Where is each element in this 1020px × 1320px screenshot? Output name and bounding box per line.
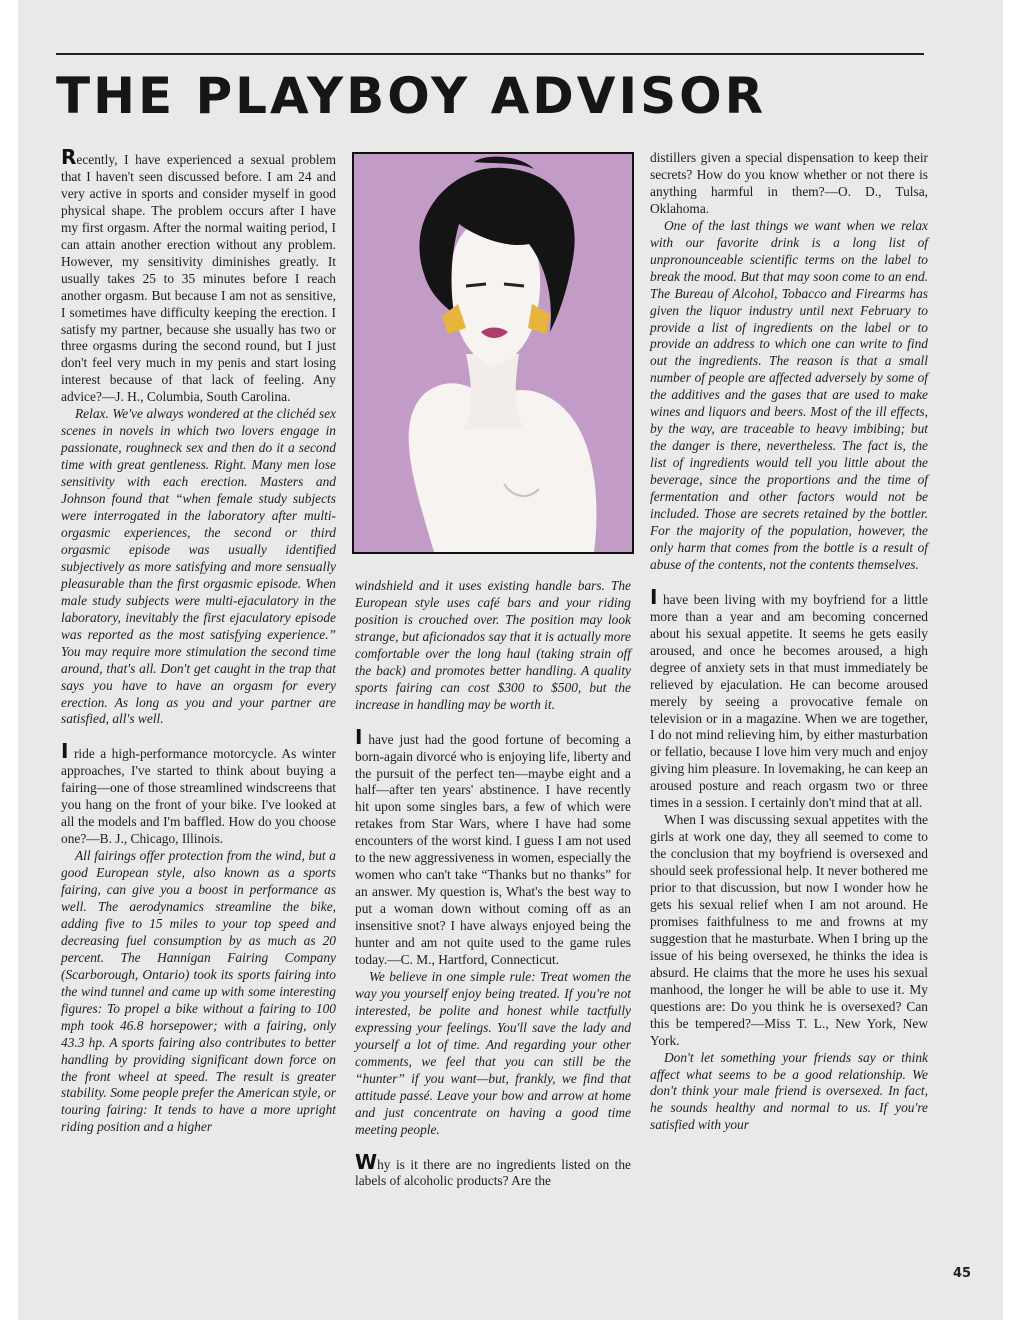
- portrait-svg: [354, 154, 632, 552]
- answer-4: One of the last things we want when we relax with our favorite drink is a long list of unpronounceable scientific terms on the label to break the mood. But that may soon come to an end. The Bureau of Alcohol, Tobacco and Firearms has given the liquor industry until next February to provide a list of ingredients on the label or to provide an address to which one can write to find out the ingredients. The reason is that a small number of people are affected adversely by some of the additives and the gases that are used to make wines and liquors and beers. Most of the ill effects, by the way, are traceable to heavy imbibing; but the danger is there, nevertheless. The fact is, the list of ingredients would tell you little about the beverage, since the proportions and the time of fermentation and other factors would not be included. Those are secrets retained by the bottler. For the majority of the population, however, the only harm that comes from the bottle is a result of abuse of the contents, not the contents themselves.: [650, 217, 928, 572]
- drop-cap: W: [355, 1149, 378, 1174]
- woman-portrait-illustration: [352, 152, 634, 554]
- column-1: [61, 145, 336, 1136]
- answer-2: All fairings offer protection from the wind, but a good European style, also known as a sports fairing, can give you a boost in performance as well. The aerodynamics streamline the bike, adding five to 15 miles to your top speed and decreasing fuel consumption by as much as 20 percent. The Hannigan Fairing Company (Scarborough, Ontario) took its sports fairing into the wind tunnel and came up with some interesting figures: To propel a bike without a fairing to 100 mph took 46.8 horsepower; with a fairing, only 43.3 hp. A sports fairing also contributes to better handling by providing significant down force on the front wheel at speed. The result is greater stability. Some people prefer the American style, or touring fairing: It tends to have a more upright riding position and a higher: [61, 848, 336, 1135]
- drop-cap: I: [61, 739, 69, 764]
- question-4-continued: distillers given a special dispensation to keep their secrets? How do you know whether or not there is anything harmful in them?—O. D., Tulsa, Oklahoma.: [650, 150, 928, 216]
- top-rule: [56, 53, 924, 55]
- question-3: I have just had the good fortune of becoming a born-again divorcé who is enjoying life, liberty and the pursuit of the perfect ten—maybe eight and a half—after ten years' abstinence. I have recently hit upon some singles bars, a few of which were retakes from Star Wars, where I have had some encounters of the worst kind. I guess I am not used to the new aggressiveness in women, especially the women who can't take “Thanks but no thanks” for an answer. My question is, What's the best way to put a woman down without coming off as an insensitive snot? I have always enjoyed being the hunter and am not quite used to the game rules today.—C. M., Hartford, Connecticut.: [355, 724, 631, 968]
- question-2: I ride a high-performance motorcycle. As winter approaches, I've started to think about buying a fairing—one of those streamlined windscreens that you hang on the front of your bike. I've looked at all the models and I'm baffled. How do you choose one?—B. J., Chicago, Illinois.: [61, 739, 336, 847]
- question-1: Recently, I have experienced a sexual problem that I haven't seen discussed before. I am 24 and very active in sports and consider myself in good physical shape. The problem occurs after I have my first orgasm. After the normal waiting period, I can attain another erection without any problem. However, my sensitivity diminishes greatly. It usually takes 25 to 35 minutes before I reach another orgasm. But because I am not as sensitive, I sometimes have difficulty keeping the erection. I satisfy my partner, because she usually has two or three orgasms during the second round, but I just don't feel very much in my penis and start losing interest because of that lack of feeling. Any advice?—J. H., Columbia, South Carolina.: [61, 145, 336, 405]
- question-4: Why is it there are no ingredients listed on the labels of alcoholic products? Are the: [355, 1149, 631, 1189]
- drop-cap: I: [650, 584, 658, 609]
- page-title: THE PLAYBOY ADVISOR: [56, 67, 767, 125]
- drop-cap: R: [61, 145, 77, 169]
- question-5: I have been living with my boyfriend for a little more than a year and am becoming concerned about his sexual appetite. It seems he gets easily aroused, and once he becomes aroused, a high degree of anxiety sets in that must immediately be relieved by ejaculation. He can become aroused merely by seeing a provocative female on television or in a magazine. When we are together, I do not mind relieving him, by either masturbation or fellatio, because I love him very much and enjoy giving him pleasure. In lovemaking, he can keep an aroused posture and reach orgasm two or three times in a session. I certainly don't mind that at all.: [650, 584, 928, 811]
- question-5-paragraph-2: When I was discussing sexual appetites with the girls at work one day, they all seemed to come to the conclusion that my boyfriend is oversexed and should seek professional help. It never bothered me prior to that discussion, but now I wonder how he gets his sexual relief when I am not around. He promises faithfulness to me and frowns at my suggestion that he masturbate. When I bring up the issue of his being oversexed, he thinks the idea is absurd. He claims that the more he uses his sexual manhood, the longer he will be able to use it. My questions are: Do you think he is oversexed? Can this be tempered?—Miss T. L., New York, New York.: [650, 812, 928, 1048]
- answer-3: We believe in one simple rule: Treat women the way you yourself enjoy being treated. If you're not interested, be polite and honest while tactfully expressing your feelings. You'll save the lady and yourself a lot of time. And regarding your other comments, we feel that you can still be the “hunter” if you want—but, frankly, we find that attitude passé. Leave your bow and arrow at home and just concentrate on having a good time meeting people.: [355, 968, 631, 1137]
- column-3: [650, 150, 928, 1134]
- drop-cap: I: [355, 724, 363, 749]
- answer-1: Relax. We've always wondered at the clichéd sex scenes in novels in which two lovers engage in passionate, roughneck sex and then do it a second time with great gentleness. Right. Many men lose sensitivity with each erection. Masters and Johnson found that “when female study subjects were interrogated in the laboratory after multi-orgasmic experiences, the second or third orgasmic episode was usually identified subjectively as more satisfying and more sensually pleasurable than the first orgasmic episode. When male study subjects were multi-ejaculatory in the laboratory, inevitably the first ejaculatory episode was reported as the most satisfying experience.” You may require more stimulation the second time around, that's all. Don't get caught in the trap that says you have to have an orgasm for every erection. As long as you and your partner are satisfied, all's well.: [61, 406, 336, 727]
- answer-2-continued: windshield and it uses existing handle bars. The European style uses café bars and your riding position is crouched over. The position may look strange, but aficionados say that it is actually more comfortable over the long haul (taking strain off the back) and promotes better handling. A quality sports fairing can cost $300 to $500, but the increase in handling may be worth it.: [355, 578, 631, 712]
- page-number: 45: [953, 1266, 972, 1281]
- column-2: [355, 578, 631, 1190]
- answer-5: Don't let something your friends say or think affect what seems to be a good relationship. We don't think your male friend is oversexed. In fact, he sounds healthy and normal to us. If you're satisfied with your: [650, 1049, 928, 1133]
